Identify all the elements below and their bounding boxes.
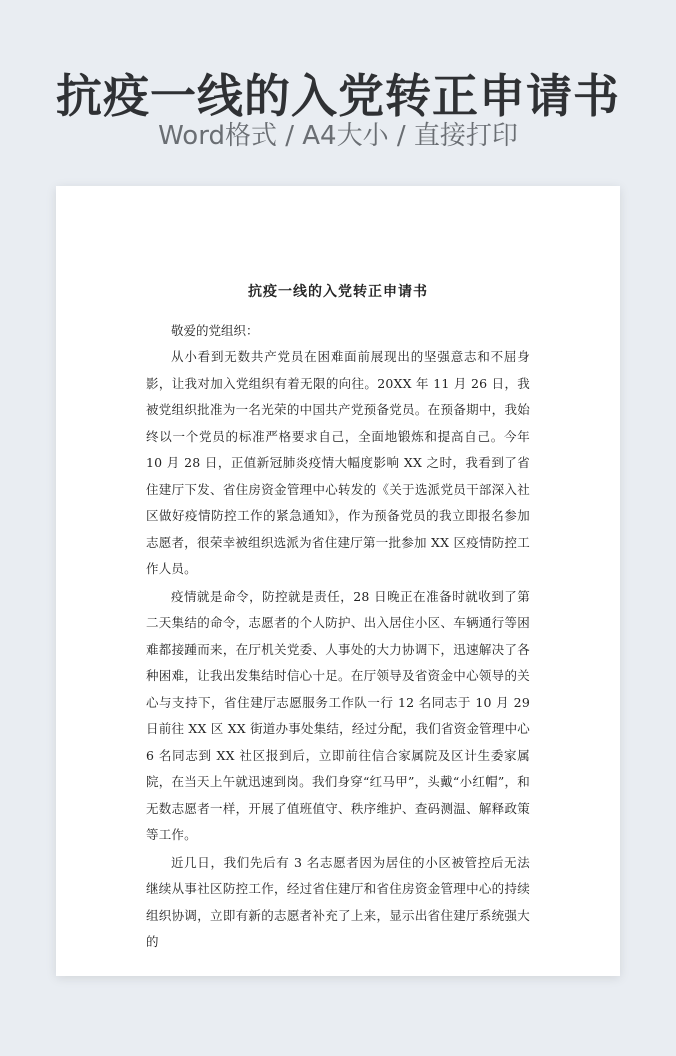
page-title: 抗疫一线的入党转正申请书: [56, 69, 620, 123]
page-header: [0, 0, 676, 180]
document-greeting: 敬爱的党组织：: [171, 323, 259, 338]
document-paragraph: 近几日，我们先后有 3 名志愿者因为居住的小区被管控后无法继续从事社区防控工作，经过省住建厅和省住房资金管理中心的持续组织协调，立即有新的志愿者补充了上来，显示出省住建厅系统强大的: [146, 854, 530, 949]
document-body: [146, 282, 530, 957]
page-subtitle: Word格式 / A4大小 / 直接打印: [158, 121, 518, 151]
document-title: 抗疫一线的入党转正申请书: [248, 284, 428, 300]
document-paragraph: 疫情就是命令，防控就是责任，28 日晚正在准备时就收到了第二天集结的命令，志愿者的个人防护、出入居住小区、车辆通行等困难都接踵而来，在厅机关党委、人事处的大力协调下，迅速解决了各种困难，让我出发集结时信心十足。在厅领导及省资金中心领导的关心与支持下，省住建厅志愿服务工作队一行 12 名同志于 10 月 29 日前往 XX 区 XX 街道办事处集结，经过分配，我们省资金管理中心 6 名同志到 XX 社区报到后，立即前往信合家属院及区计生委家属院，在当天上午就迅速到岗。我们身穿“红马甲”，头戴“小红帽”，和无数志愿者一样，开展了值班值守、秩序维护、查码测温、解释政策等工作。: [146, 588, 530, 842]
document-paragraph: 从小看到无数共产党员在困难面前展现出的坚强意志和不屈身影，让我对加入党组织有着无限的向往。20XX 年 11 月 26 日，我被党组织批准为一名光荣的中国共产党预备党员。在预备期中，我始终以一个党员的标准严格要求自己，全面地锻炼和提高自己。今年 10 月 28 日，正值新冠肺炎疫情大幅度影响 XX 之时，我看到了省住建厅下发、省住房资金管理中心转发的《关于选派党员干部深入社区做好疫情防控工作的紧急通知》，作为预备党员的我立即报名参加志愿者，很荣幸被组织选派为省住建厅第一批参加 XX 区疫情防控工作人员。: [146, 349, 530, 576]
document-preview: [56, 186, 620, 976]
